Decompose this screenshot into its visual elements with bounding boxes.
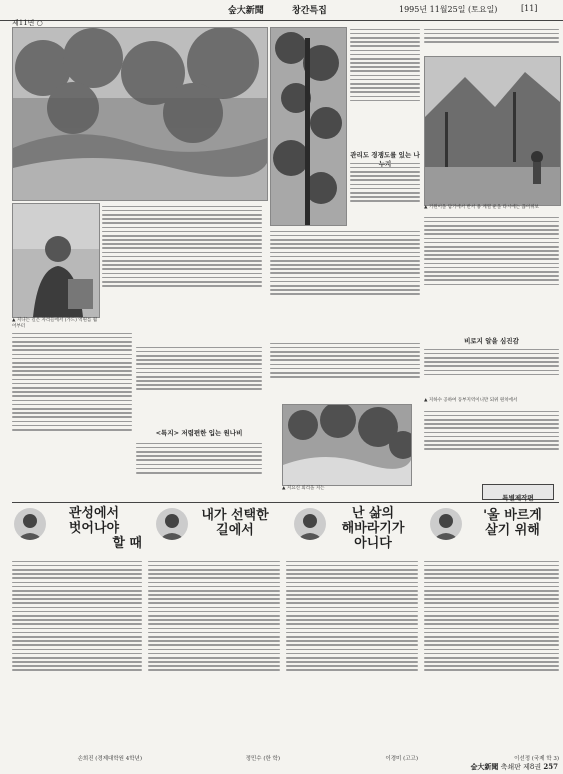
issue-label: 제11면 ○ xyxy=(12,19,43,27)
essay-3-title xyxy=(328,506,418,551)
nature-photo xyxy=(12,27,268,201)
person-photo xyxy=(12,203,100,318)
essay-4-body xyxy=(424,558,559,754)
essay-1-title-line2: 벗어나야 xyxy=(68,521,120,536)
subhead-3: 비로지 알을 심진감 xyxy=(464,337,519,345)
caption-mountain: ▲ 기원이을 담기에서 반서 용 계열 운을 타시에는 끊이위보 xyxy=(424,205,539,210)
article-text-col2-mid xyxy=(270,340,420,404)
article-text-col1-top xyxy=(102,203,262,341)
footer-edition: 축쇄판 제8권 xyxy=(500,763,542,771)
article-text-right-mid xyxy=(424,214,559,334)
essay-1-body xyxy=(12,558,142,754)
avatar-2 xyxy=(156,508,188,540)
article-text-col3 xyxy=(350,160,420,230)
article-text-top-right-1 xyxy=(350,26,420,146)
article-text-right-low xyxy=(424,346,559,396)
masthead: 숲大新聞 xyxy=(228,6,264,16)
essay-3 xyxy=(286,506,418,764)
avatar-4 xyxy=(430,508,462,540)
subhead-2: <특지> 저렴편한 입는 원나비 xyxy=(155,429,243,437)
essay-2 xyxy=(148,506,280,764)
essay-2-title xyxy=(190,508,280,538)
essay-3-author: 이경미 (고고) xyxy=(385,756,418,762)
article-text-right-low2 xyxy=(424,408,559,483)
issue-date: 1995년 11월25일 (토요일) xyxy=(399,5,498,14)
subhead-1: 관리도 경쟁도를 있는 나 xyxy=(350,151,420,159)
essay-1 xyxy=(12,506,142,764)
essay-1-title-line3: 할 때 xyxy=(112,536,142,551)
article-text-top-right-2 xyxy=(424,26,559,54)
section-title: 창간특집 xyxy=(292,6,327,16)
essay-3-body xyxy=(286,558,418,754)
essay-divider xyxy=(12,502,559,503)
article-text-col2-top xyxy=(270,228,420,336)
essay-3-title-line2: 해바라기가 xyxy=(341,521,405,536)
footer-masthead: 숲大新聞 xyxy=(470,762,499,771)
article-text-col1b-low xyxy=(136,440,262,496)
page-number: [11] xyxy=(521,4,538,13)
avatar-1 xyxy=(14,508,46,540)
essay-4-title-line2: 살기 위해 xyxy=(485,523,540,538)
mountain-photo xyxy=(424,56,561,206)
essay-4-title xyxy=(466,508,559,538)
garden-photo xyxy=(282,404,412,486)
essay-3-title-line3: 아니다 xyxy=(354,536,392,551)
essay-1-title xyxy=(46,506,142,551)
essay-2-title-line2: 길에서 xyxy=(216,523,254,538)
essay-2-title-line1: 내가 선택한 xyxy=(201,508,269,523)
special-label: 특별제작편 xyxy=(502,494,534,502)
essay-1-title-line1: 관성에서 xyxy=(68,506,120,521)
essay-2-body xyxy=(148,558,280,754)
essay-2-author: 정민수 (한 학) xyxy=(245,756,280,762)
essay-4 xyxy=(424,506,559,764)
essay-4-title-line1: '울 바르게 xyxy=(483,508,542,523)
article-text-col1b-mid xyxy=(136,344,262,424)
footer-page: 257 xyxy=(543,762,558,771)
article-text-col1-mid xyxy=(12,330,132,500)
special-box xyxy=(482,484,554,500)
tree-photo xyxy=(270,27,347,226)
essay-4-author: 이선정 (국제 학 3) xyxy=(514,756,559,762)
caption-people: ▲ 지하수 공하여 동부지역이니만 되위 원치에서 xyxy=(424,398,518,403)
page-header xyxy=(0,0,563,21)
caption-person: ▲ 지나는 길은 자리들에서 (가드) 역원를 월어부터 xyxy=(12,318,98,329)
caption-garden: ▲ 지요신 외리을 지는 xyxy=(282,486,325,491)
essay-3-title-line1: 난 삶의 xyxy=(351,506,395,521)
avatar-3 xyxy=(294,508,326,540)
page-footer xyxy=(380,762,558,773)
essay-1-author: 손희진 (경제대학원 4학년) xyxy=(77,756,142,762)
